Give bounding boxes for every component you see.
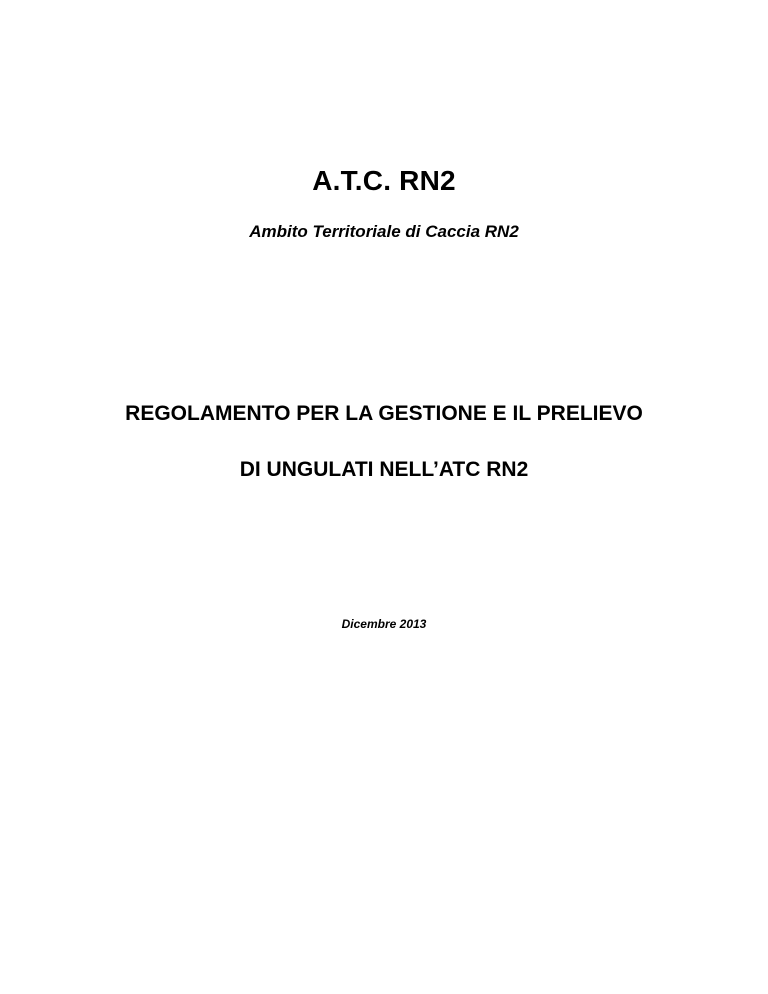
document-title-line-2: DI UNGULATI NELL’ATC RN2 [239, 458, 529, 481]
document-date: Dicembre 2013 [341, 617, 427, 631]
organization-acronym: A.T.C. RN2 [312, 165, 456, 196]
organization-full-name: Ambito Territoriale di Caccia RN2 [249, 222, 519, 241]
document-title-line-1: REGOLAMENTO PER LA GESTIONE E IL PRELIEVO [125, 402, 643, 425]
